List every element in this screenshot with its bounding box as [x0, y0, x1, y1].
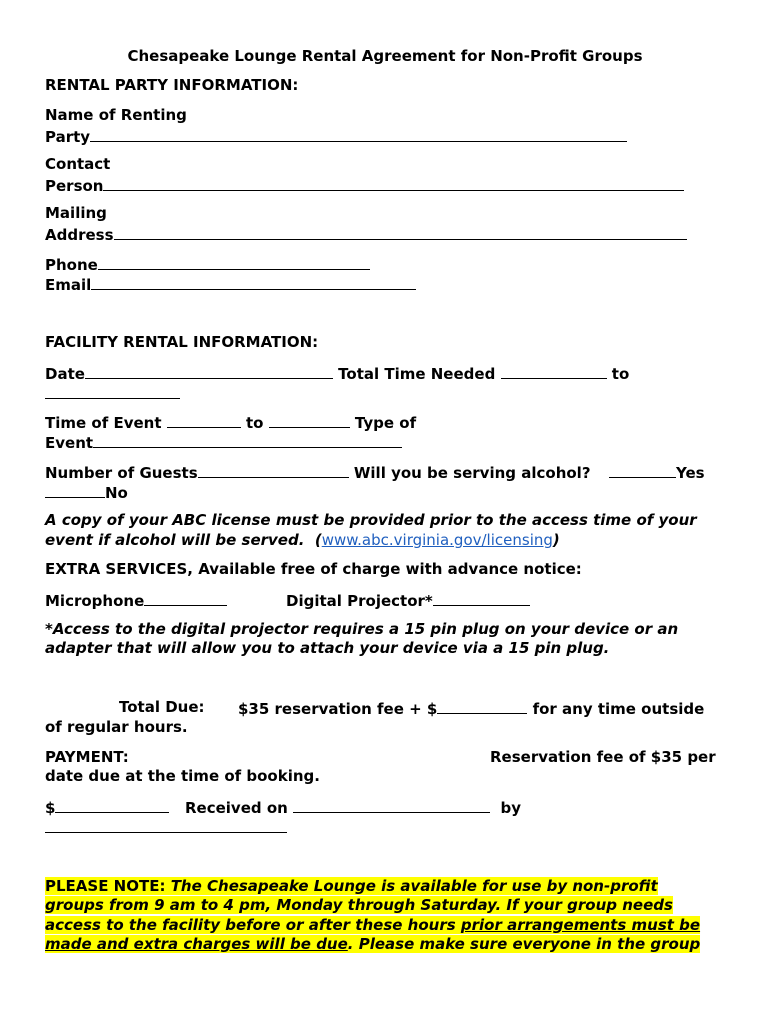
mailing-field-row	[45, 224, 687, 246]
contact-label-2: Person	[45, 177, 104, 195]
reservation-fee-text: $35 reservation fee + $	[238, 700, 438, 718]
alcohol-yes-row	[609, 462, 705, 484]
projector-note-line-2: adapter that will allow you to attach your device via a 15 pin plug.	[45, 639, 610, 657]
name-label: Name of Renting	[45, 106, 187, 124]
payment-fee-text-1: Reservation fee of $35 per	[490, 748, 716, 766]
document-title: Chesapeake Lounge Rental Agreement for Non-Profit Groups	[127, 47, 643, 65]
email-label: Email	[45, 276, 92, 294]
note-line-3	[45, 916, 700, 936]
projector-field[interactable]	[433, 590, 530, 606]
projector-note-line-1: *Access to the digital projector requires a 15 pin plug on your device or an	[45, 620, 679, 638]
regular-hours-text: of regular hours.	[45, 718, 188, 736]
projector-label: Digital Projector*	[286, 592, 433, 610]
name-field-row	[45, 126, 627, 148]
facility-heading: FACILITY RENTAL INFORMATION:	[45, 333, 319, 351]
email-field[interactable]	[91, 274, 416, 290]
abc-licensing-link[interactable]: www.abc.virginia.gov/licensing	[321, 531, 553, 549]
alcohol-no-field[interactable]	[45, 482, 105, 498]
received-by-field[interactable]	[45, 817, 287, 833]
note-text-3b: prior arrangements must be	[460, 916, 701, 934]
note-text-1: The Chesapeake Lounge is available for use by non-profit	[170, 877, 658, 895]
projector-row	[286, 590, 530, 612]
time-of-event-label: Time of Event	[45, 414, 162, 432]
event-start-time-field[interactable]	[167, 412, 241, 428]
received-on-field[interactable]	[293, 797, 490, 813]
phone-field[interactable]	[98, 254, 370, 270]
mailing-label-2: Address	[45, 226, 114, 244]
guests-label: Number of Guests	[45, 464, 198, 482]
total-time-end-field[interactable]	[45, 383, 180, 399]
alcohol-no-row	[45, 482, 128, 504]
received-by-row	[45, 817, 287, 839]
extra-time-amount-field[interactable]	[437, 698, 527, 714]
abc-paren-close: )	[552, 531, 560, 549]
phone-label: Phone	[45, 256, 98, 274]
payment-amount-row	[45, 797, 169, 819]
payment-amount-field[interactable]	[55, 797, 169, 813]
microphone-label: Microphone	[45, 592, 145, 610]
note-line-1	[45, 877, 658, 897]
mailing-label: Mailing	[45, 204, 107, 222]
mailing-address-field[interactable]	[114, 224, 687, 240]
renting-party-name-field[interactable]	[90, 126, 627, 142]
rental-party-heading: RENTAL PARTY INFORMATION:	[45, 76, 299, 94]
note-line-2	[45, 896, 673, 916]
microphone-field[interactable]	[144, 590, 227, 606]
abc-note-line-1: A copy of your ABC license must be provided prior to the access time of your	[45, 511, 697, 529]
to-label: to	[611, 365, 630, 383]
total-time-end-row	[45, 383, 180, 405]
note-text-4a: made and extra charges will be due	[45, 935, 348, 953]
note-text-4b: . Please make sure everyone in the group	[347, 935, 701, 953]
time-of-event-row	[45, 412, 416, 434]
dollar-sign: $	[45, 799, 56, 817]
event-label: Event	[45, 434, 94, 452]
contact-person-field[interactable]	[103, 175, 684, 191]
guests-field[interactable]	[198, 462, 349, 478]
contact-field-row	[45, 175, 684, 197]
date-field[interactable]	[85, 363, 333, 379]
note-text-2: groups from 9 am to 4 pm, Monday through Saturday. If your group needs	[45, 896, 673, 914]
received-on-row	[185, 797, 521, 819]
event-end-time-field[interactable]	[269, 412, 350, 428]
microphone-row	[45, 590, 227, 612]
payment-fee-text-2: date due at the time of booking.	[45, 767, 320, 785]
guests-row	[45, 462, 591, 484]
total-time-label: Total Time Needed	[338, 365, 496, 383]
abc-paren-open: (	[314, 531, 322, 549]
total-due-row	[238, 698, 704, 720]
date-label: Date	[45, 365, 85, 383]
payment-heading: PAYMENT:	[45, 748, 129, 766]
note-prefix: PLEASE NOTE:	[45, 877, 166, 895]
alcohol-yes-field[interactable]	[609, 462, 676, 478]
by-label: by	[500, 799, 522, 817]
yes-label: Yes	[676, 464, 705, 482]
note-line-4	[45, 935, 700, 955]
no-label: No	[105, 484, 128, 502]
to-label-2: to	[245, 414, 264, 432]
note-text-3a: access to the facility before or after these hours	[45, 916, 456, 934]
abc-note-text: event if alcohol will be served.	[45, 531, 305, 549]
contact-label: Contact	[45, 155, 111, 173]
event-type-field[interactable]	[93, 432, 402, 448]
email-row	[45, 274, 416, 296]
type-of-label: Type of	[354, 414, 417, 432]
extra-services-heading: EXTRA SERVICES, Available free of charge with advance notice:	[45, 560, 582, 578]
outside-hours-text: for any time outside	[532, 700, 705, 718]
total-due-label: Total Due:	[119, 698, 205, 716]
event-type-row	[45, 432, 402, 454]
alcohol-question: Will you be serving alcohol?	[353, 464, 591, 482]
abc-note-line-2	[45, 531, 560, 551]
date-row	[45, 363, 629, 385]
received-on-label: Received on	[185, 799, 288, 817]
phone-row	[45, 254, 370, 276]
name-label-2: Party	[45, 128, 91, 146]
total-time-start-field[interactable]	[501, 363, 607, 379]
